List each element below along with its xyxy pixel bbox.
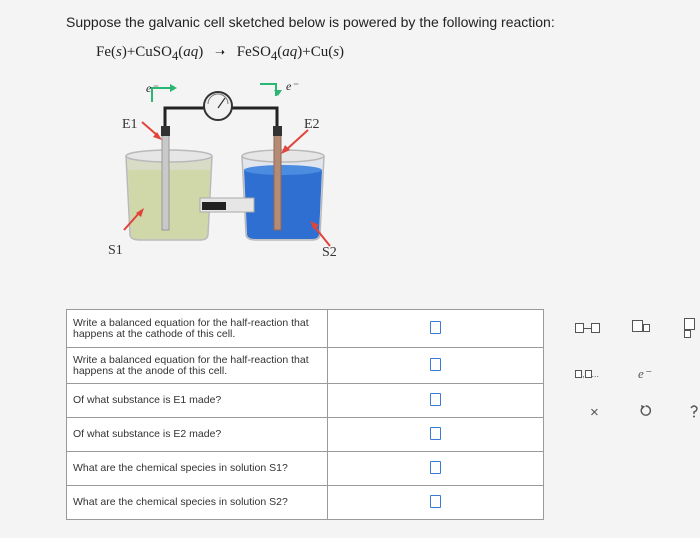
table-row bbox=[67, 452, 544, 486]
answer-input-e2[interactable] bbox=[430, 427, 441, 440]
question-e1: Of what substance is E1 made? bbox=[67, 384, 328, 418]
superscript-button[interactable] bbox=[684, 318, 700, 346]
clear-button[interactable]: × bbox=[590, 404, 599, 421]
question-s2: What are the chemical species in solution S2? bbox=[67, 486, 328, 520]
label-S2: S2 bbox=[322, 245, 337, 260]
reactants: Fe(s)+CuSO$_4$(aq) bbox=[96, 44, 204, 63]
table-row bbox=[67, 486, 544, 520]
subscript-button[interactable] bbox=[632, 320, 650, 332]
question-anode: Write a balanced equation for the half-reaction that happens at the anode of this cell. bbox=[67, 348, 328, 384]
table-row bbox=[67, 348, 544, 384]
beaker-right bbox=[242, 150, 324, 240]
electron-arrow-right-icon bbox=[260, 84, 276, 96]
question-cathode: Write a balanced equation for the half-reaction that happens at the cathode of this cell. bbox=[67, 310, 328, 348]
math-toolbar bbox=[560, 312, 700, 434]
question-e2: Of what substance is E2 made? bbox=[67, 418, 328, 452]
wire-right bbox=[230, 108, 277, 130]
electron-label-left: e⁻ bbox=[146, 81, 158, 95]
answer-input-e1[interactable] bbox=[430, 393, 441, 406]
label-S1: S1 bbox=[108, 243, 123, 258]
reaction-arrow-button[interactable] bbox=[575, 322, 600, 334]
voltmeter-icon bbox=[204, 92, 232, 120]
wire-left bbox=[165, 108, 205, 130]
reaction-equation bbox=[96, 44, 344, 64]
table-row bbox=[67, 310, 544, 348]
question-table bbox=[66, 309, 544, 520]
answer-input-anode[interactable] bbox=[430, 358, 441, 371]
galvanic-cell-diagram bbox=[90, 78, 390, 268]
electrode-left bbox=[162, 128, 169, 230]
answer-input-s2[interactable] bbox=[430, 495, 441, 508]
electron-button[interactable]: e⁻ bbox=[638, 366, 651, 381]
reaction-arrow-icon: ➝ bbox=[214, 45, 226, 59]
help-icon[interactable] bbox=[688, 404, 700, 421]
electrode-right bbox=[274, 128, 281, 230]
problem-prompt: Suppose the galvanic cell sketched below is powered by the following reaction: bbox=[66, 14, 555, 30]
answer-input-s1[interactable] bbox=[430, 461, 441, 474]
table-row bbox=[67, 384, 544, 418]
undo-icon[interactable] bbox=[639, 404, 652, 420]
label-E2: E2 bbox=[304, 117, 320, 132]
products: FeSO$_4$(aq)+Cu(s) bbox=[236, 44, 345, 63]
label-E1: E1 bbox=[122, 117, 138, 132]
answer-input-cathode[interactable] bbox=[430, 321, 441, 334]
table-row bbox=[67, 418, 544, 452]
sequence-button[interactable]: , ... bbox=[575, 368, 599, 380]
question-s1: What are the chemical species in solution S1? bbox=[67, 452, 328, 486]
electron-label-right: e⁻ bbox=[286, 79, 298, 93]
